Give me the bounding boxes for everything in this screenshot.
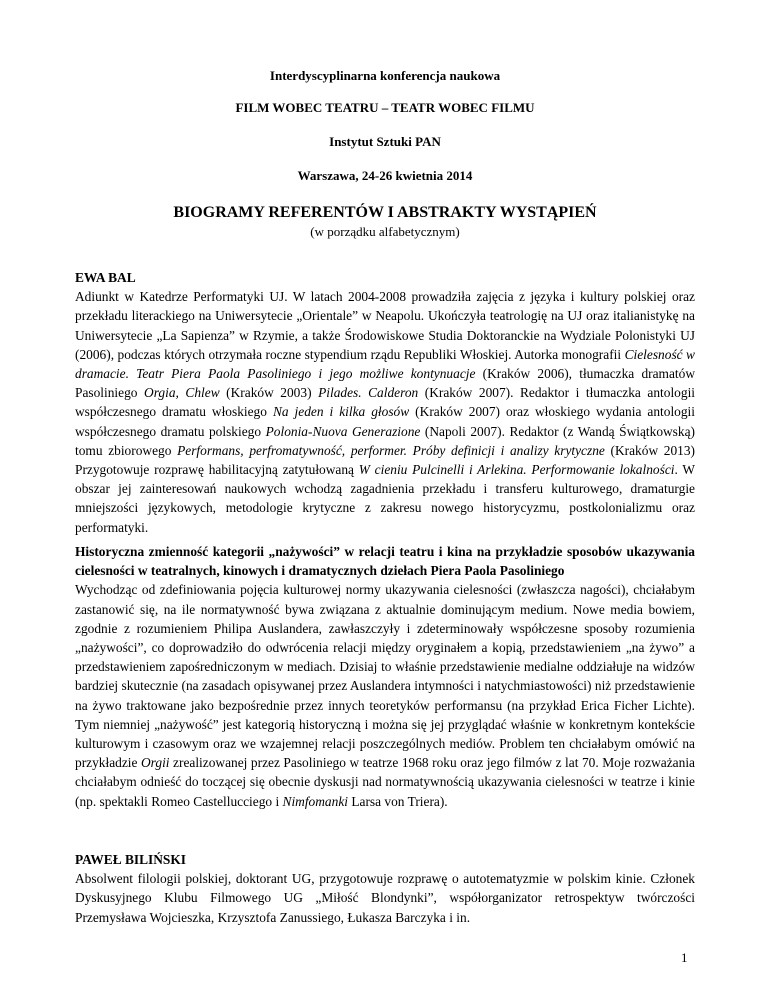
institution: Instytut Sztuki PAN bbox=[329, 134, 441, 149]
speaker-bio: Absolwent filologii polskiej, doktorant UG, przygotowuje rozprawę o autotematyzmie w polskim kinie. Członek Dyskusyjnego Klubu Filmowego UG „Miłość Blondynki”, współorganizator retrospektyw twórczości Przemysława Wojcieszka, Krzysztofa Zanussiego, Łukasza Barczyka i in. bbox=[75, 871, 695, 925]
speaker-name: EWA BAL bbox=[75, 270, 136, 285]
entry-bilinski bbox=[75, 850, 695, 927]
abstract-body: Wychodząc od zdefiniowania pojęcia kulturowej normy ukazywania cielesności (zwłaszcza nagości), chciałabym zastanowić się, na ile normatywność bywa związana z aktualnie dominującym medium. Nowe media bowiem, zgodnie z rozumieniem Philipa Auslandera, zawłaszczyły i zdeterminowały współczesne sposoby rozumienia „nażywości”, co doprowadziło do odwrócenia relacji między oryginałem a kopią, przedstawieniem „na żywo” a przedstawieniem zapośredniczonym w mediach. Dzisiaj to właśnie przedstawienie medialne oddziałuje na widzów bardziej skutecznie (na zasadach opisywanej przez Auslandera intymności i natychmiastowości) niż przedstawienie na żywo traktowane jako bezpośrednie przez innych teoretyków performansu (na przykład Erica Ficher Lichte). Tym niemniej „nażywość” jest kategorią historyczną i można się jej przyglądać właśnie w konkretnym kontekście kulturowym i czasowym oraz we wzajemnej relacji poszczególnych mediów. Problem ten chciałabym omówić na przykładzie Orgii zrealizowanej przez Pasoliniego w teatrze 1968 roku oraz jego filmów z lat 70. Moje rozważania chciałabym odnieść do toczącej się obecnie dyskusji nad normatywnością ukazywania cielesności w teatrze i kinie (np. spektakli Romeo Castellucciego i Nimfomanki Larsa von Triera). bbox=[75, 582, 695, 809]
conference-date: Warszawa, 24-26 kwietnia 2014 bbox=[297, 168, 473, 183]
conference-type: Interdyscyplinarna konferencja naukowa bbox=[269, 68, 501, 83]
page-number: 1 bbox=[681, 950, 688, 965]
speaker-bio: Adiunkt w Katedrze Performatyki UJ. W latach 2004-2008 prowadziła zajęcia z języka i kultury polskiej oraz przekładu literackiego na Uniwersytecie „Orientale” w Neapolu. Ukończyła teatrologię na UJ oraz italianistykę na Uniwersytecie „La Sapienza” w Rzymie, a także Środowiskowe Studia Doktoranckie na Wydziale Polonistyki UJ (2006), podczas których otrzymała roczne stypendium rządu Republiki Włoskiej. Autorka monografii Cielesność w dramacie. Teatr Piera Paola Pasoliniego i jego możliwe kontynuacje (Kraków 2006), tłumaczka dramatów Pasoliniego Orgia, Chlew (Kraków 2003) Pilades. Calderon (Kraków 2007). Redaktor i tłumaczka antologii współczesnego dramatu włoskiego Na jeden i kilka głosów (Kraków 2007) oraz włoskiego wydania antologii współczesnego dramatu polskiego Polonia-Nuova Generazione (Napoli 2007). Redaktor (z Wandą Świątkowską) tomu zbiorowego Performans, perfromatywność, performer. Próby definicji i analizy krytyczne (Kraków 2013) Przygotowuje rozprawę habilitacyjną zatytułowaną W cieniu Pulcinelli i Arlekina. Performowanie lokalności. W obszar jej zainteresowań naukowych wchodzą zagadnienia przekładu i transferu kulturowego, dramaturgie mniejszości językowych, metodologie krytyczne z zakresu nowego historycyzmu, postkolonializmu oraz performatyki. bbox=[75, 289, 696, 535]
abstract-bal bbox=[75, 542, 695, 811]
speaker-name: PAWEŁ BILIŃSKI bbox=[75, 852, 187, 867]
document-title: BIOGRAMY REFERENTÓW I ABSTRAKTY WYSTĄPIEŃ bbox=[173, 204, 597, 221]
document-subtitle: (w porządku alfabetycznym) bbox=[310, 224, 460, 239]
conference-title: FILM WOBEC TEATRU – TEATR WOBEC FILMU bbox=[235, 100, 535, 115]
entry-bal bbox=[75, 268, 695, 537]
abstract-title: Historyczna zmienność kategorii „nażywości” w relacji teatru i kina na przykładzie sposobów ukazywania cielesności w teatralnych, kinowych i dramatycznych dziełach Piera Paola Pasoliniego bbox=[75, 544, 695, 579]
